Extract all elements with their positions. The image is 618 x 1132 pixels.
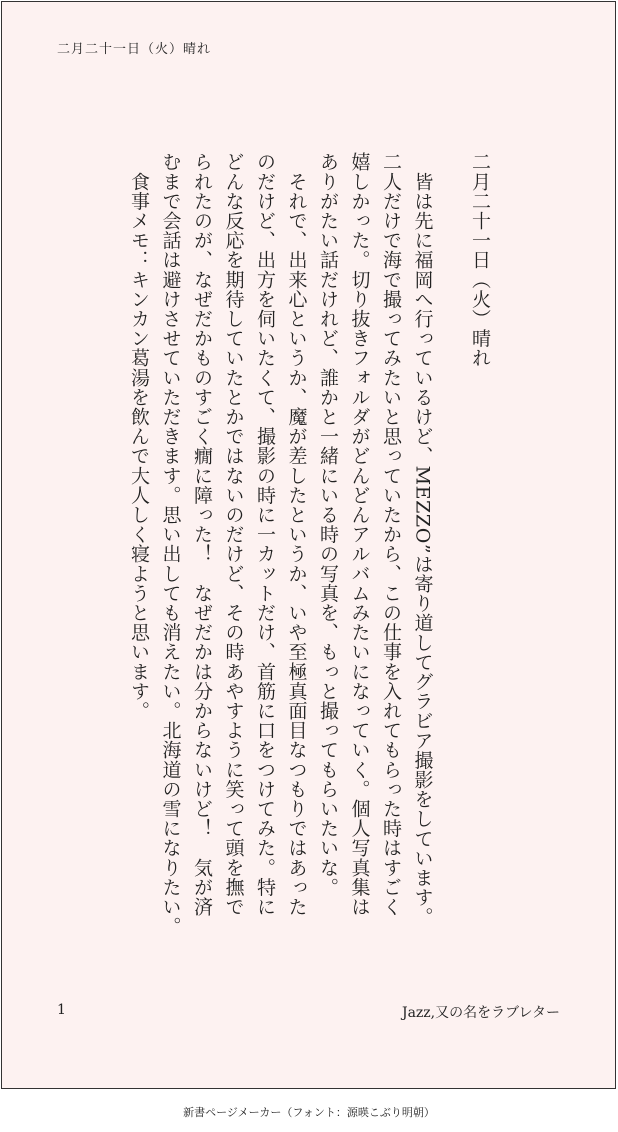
body-line: 食事メモ：キンカン葛湯を飲んで大人しく寝ようと思います。 [128,152,150,721]
body-line: ありがたい話だけれど、誰かと一緒にいる時の写真を、もっと撮ってもらいたいな。 [317,152,339,897]
body-line: 嬉しかった。切り抜きフォルダがどんどんアルバムみたいになっていく。個人写真集は [348,152,371,917]
body-line: むまで会話は避けさせていただきます。思い出しても消えたい。北海道の雪になりたい。 [159,152,182,936]
body-line: 二人だけで海で撮ってみたいと思っていたから、この仕事を入れてもらった時はすごく [380,152,402,917]
body-line: のだけど、出方を伺いたくて、撮影の時に一カットだけ、首筋に口をつけてみた。特に [254,152,276,917]
entry-title: 二月二十一日（火）晴れ [469,152,491,368]
book-title: Jazz,又の名をラブレター [401,1005,560,1021]
book-page [1,1,616,1089]
body-line: それで、出来心というか、魔が差したというか、いや至極真面目なつもりではあった [285,152,308,917]
page-number: 1 [57,1002,66,1018]
running-header: 二月二十一日（火）晴れ [57,42,212,57]
generator-credit: 新書ページメーカー（フォント：源暎こぶり明朝） [183,1106,435,1119]
body-line: 皆は先に福岡へ行っているけど、MEZZO”は寄り道してグラビア撮影をしています。 [411,152,434,927]
vertical-body-text [123,152,496,972]
body-line: どんな反応を期待していたとかではないのだけど、その時あやすように笑って頭を撫で [222,152,245,917]
body-line: られたのが、なぜだかものすごく癇に障った！ なぜだかは分からないけど！ 気が済 [191,152,213,917]
